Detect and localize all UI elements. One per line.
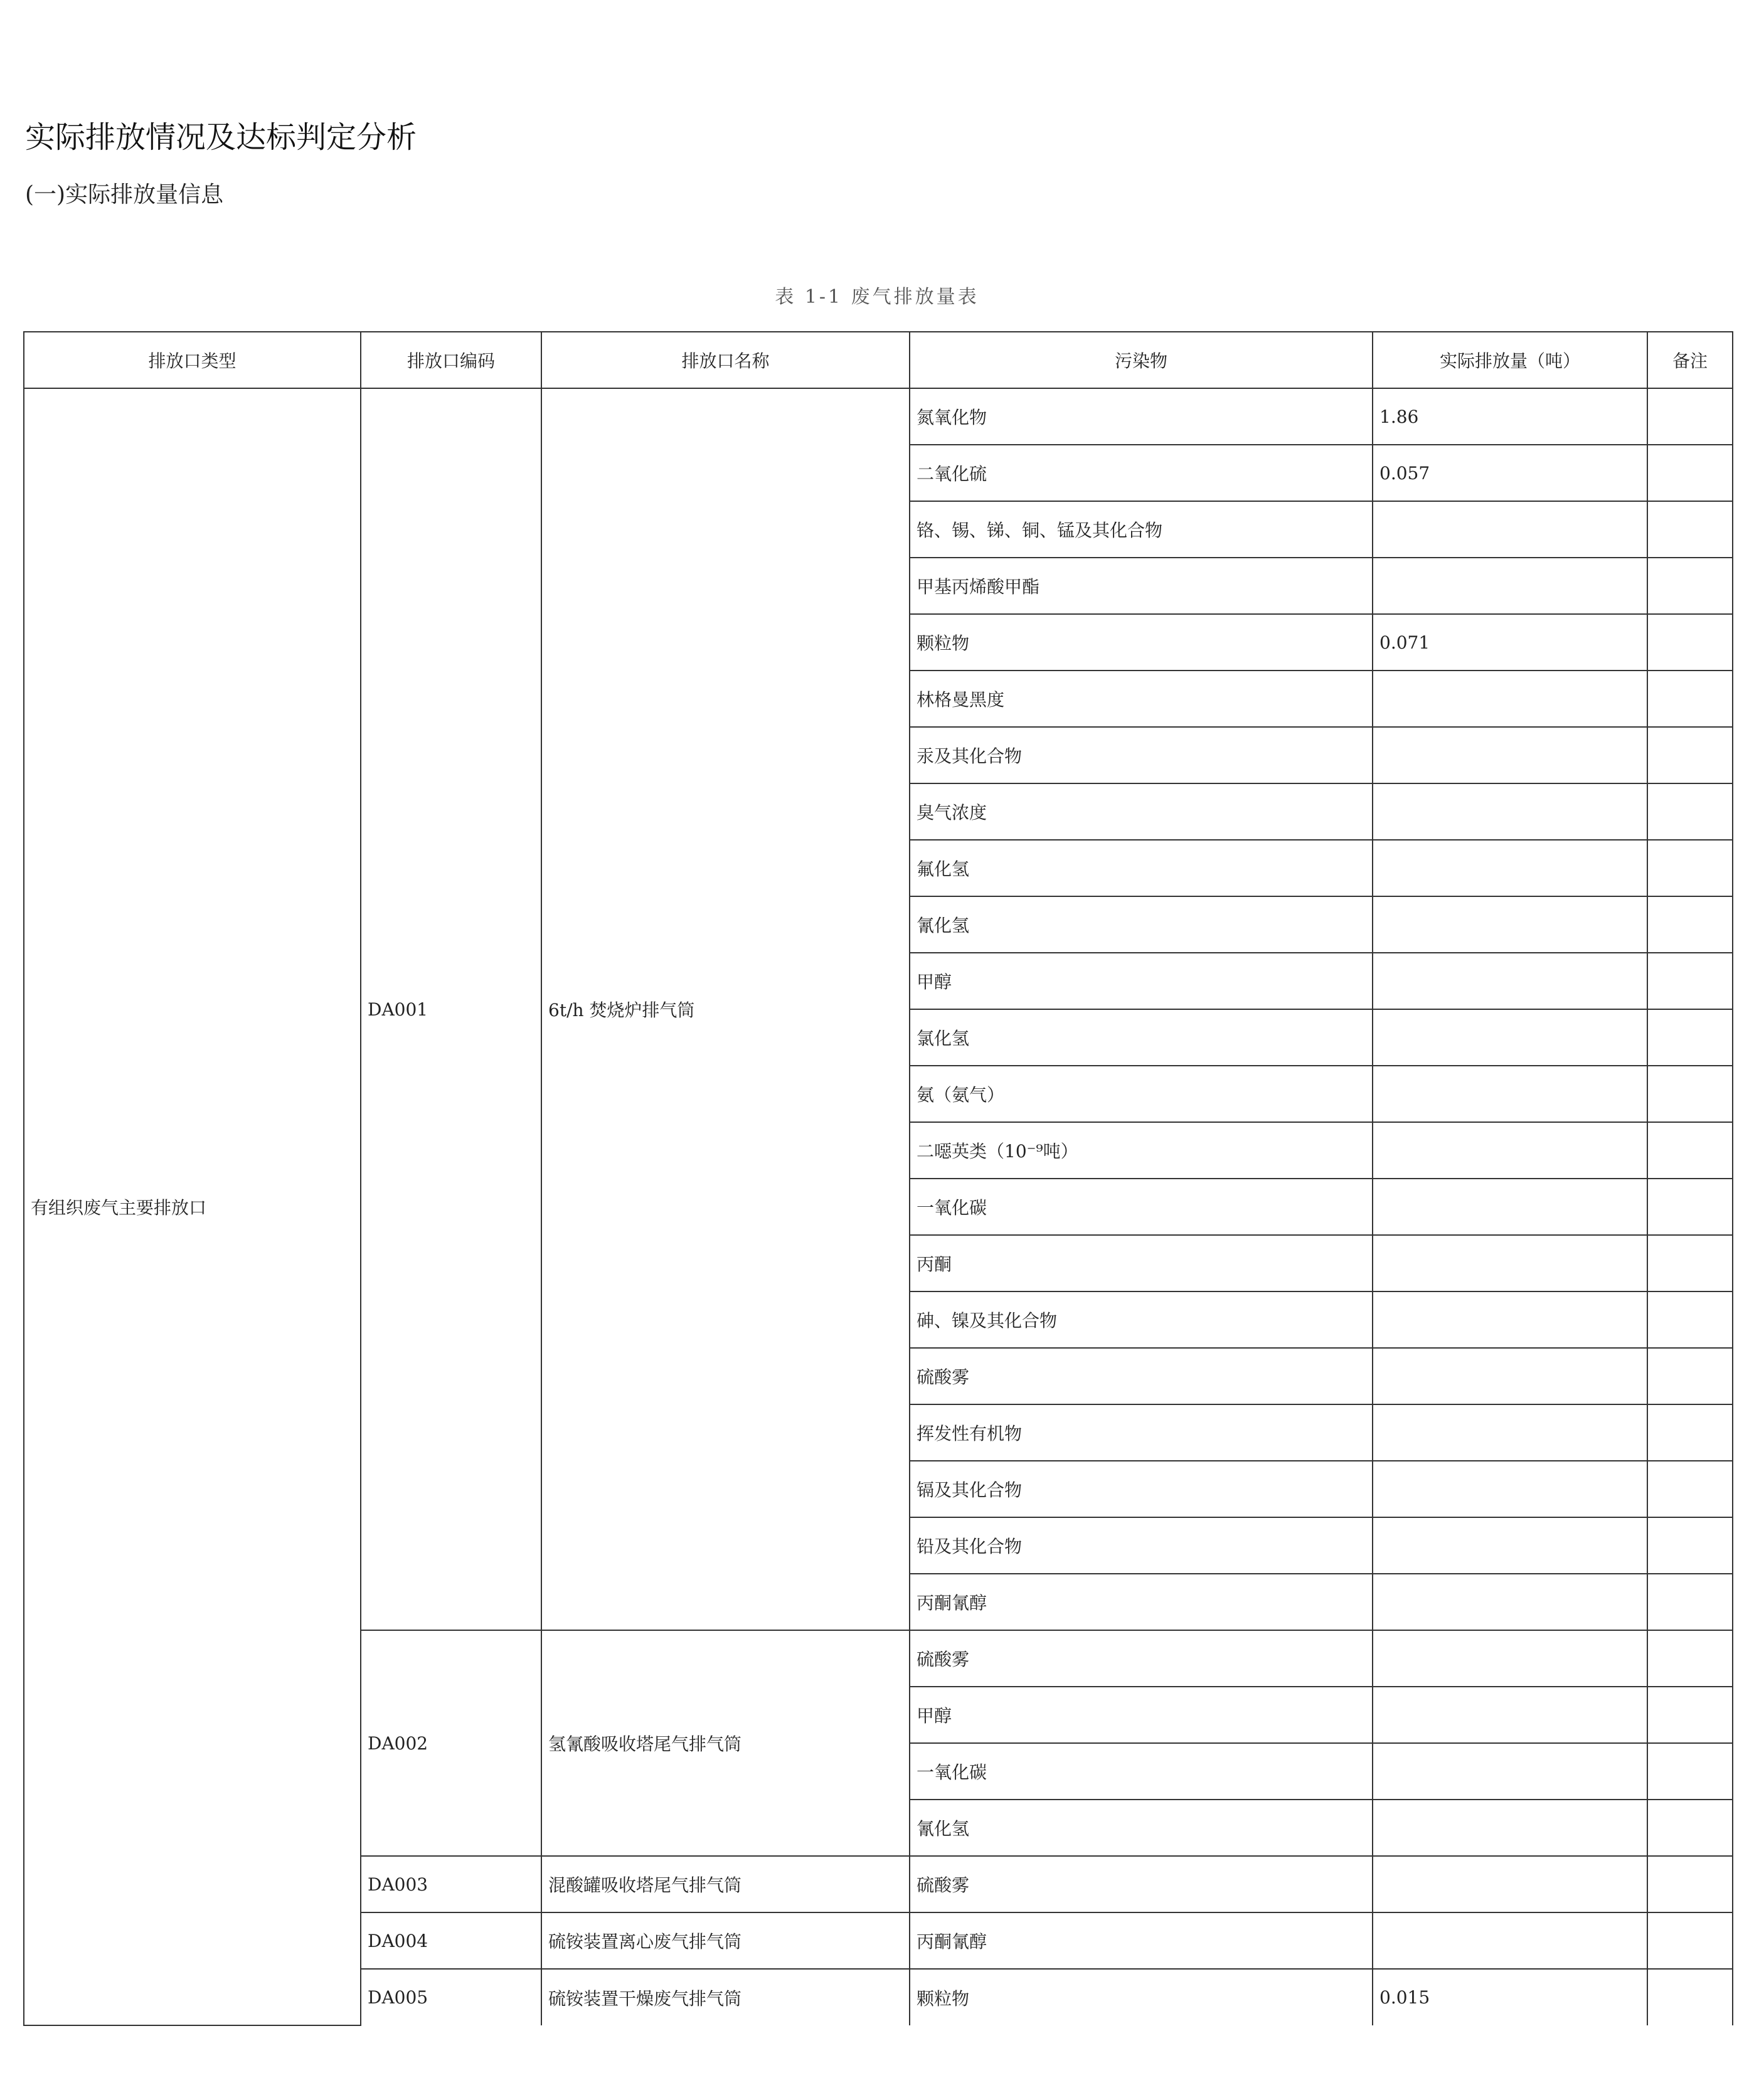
cell-remark <box>1647 896 1733 953</box>
cell-remark <box>1647 558 1733 614</box>
cell-outlet-name: 混酸罐吸收塔尾气排气筒 <box>541 1856 910 1912</box>
cell-pollutant: 氨（氨气） <box>910 1066 1373 1122</box>
cell-remark <box>1647 1179 1733 1235</box>
cell-emission-amount <box>1373 501 1647 558</box>
cell-emission-amount <box>1373 1856 1647 1912</box>
cell-emission-amount <box>1373 1517 1647 1574</box>
cell-emission-amount <box>1373 1009 1647 1066</box>
cell-pollutant: 铅及其化合物 <box>910 1517 1373 1574</box>
cell-pollutant: 硫酸雾 <box>910 1856 1373 1912</box>
cell-emission-amount <box>1373 1743 1647 1800</box>
cell-remark <box>1647 1912 1733 1969</box>
table-header-row <box>24 332 1733 388</box>
cell-emission-amount: 0.015 <box>1373 1969 1647 2025</box>
cell-pollutant: 臭气浓度 <box>910 783 1373 840</box>
cell-pollutant: 硫酸雾 <box>910 1630 1373 1687</box>
cell-outlet-code: DA005 <box>361 1969 541 2025</box>
cell-outlet-code: DA003 <box>361 1856 541 1912</box>
cell-emission-amount <box>1373 1348 1647 1404</box>
cell-emission-amount <box>1373 1574 1647 1630</box>
cell-remark <box>1647 1743 1733 1800</box>
cell-remark <box>1647 1574 1733 1630</box>
cell-pollutant: 甲醇 <box>910 953 1373 1009</box>
cell-remark <box>1647 671 1733 727</box>
cell-emission-amount <box>1373 1687 1647 1743</box>
cell-remark <box>1647 953 1733 1009</box>
cell-remark <box>1647 501 1733 558</box>
cell-pollutant: 林格曼黑度 <box>910 671 1373 727</box>
cell-pollutant: 氮氧化物 <box>910 388 1373 445</box>
cell-remark <box>1647 445 1733 501</box>
cell-pollutant: 甲醇 <box>910 1687 1373 1743</box>
cell-emission-amount <box>1373 1179 1647 1235</box>
cell-emission-amount <box>1373 953 1647 1009</box>
cell-remark <box>1647 1517 1733 1574</box>
table-row <box>24 388 1733 445</box>
cell-pollutant: 氰化氢 <box>910 1800 1373 1856</box>
cell-remark <box>1647 840 1733 896</box>
cell-pollutant: 二氧化硫 <box>910 445 1373 501</box>
cell-emission-amount <box>1373 1630 1647 1687</box>
cell-outlet-code: DA002 <box>361 1630 541 1856</box>
cell-outlet-name: 6t/h 焚烧炉排气筒 <box>541 388 910 1630</box>
cell-pollutant: 硫酸雾 <box>910 1348 1373 1404</box>
cell-outlet-name: 硫铵装置离心废气排气筒 <box>541 1912 910 1969</box>
cell-pollutant: 二噁英类（10⁻⁹吨） <box>910 1122 1373 1179</box>
cell-remark <box>1647 1066 1733 1122</box>
header-pollutant: 污染物 <box>910 332 1373 388</box>
cell-emission-amount <box>1373 671 1647 727</box>
header-outlet-code: 排放口编码 <box>361 332 541 388</box>
cell-outlet-name: 氢氰酸吸收塔尾气排气筒 <box>541 1630 910 1856</box>
cell-outlet-type: 有组织废气主要排放口 <box>24 388 361 2025</box>
cell-remark <box>1647 1461 1733 1517</box>
emissions-table <box>23 331 1733 2026</box>
cell-emission-amount <box>1373 1800 1647 1856</box>
cell-remark <box>1647 1687 1733 1743</box>
cell-emission-amount <box>1373 1291 1647 1348</box>
cell-remark <box>1647 1009 1733 1066</box>
cell-emission-amount <box>1373 727 1647 783</box>
cell-remark <box>1647 1630 1733 1687</box>
cell-pollutant: 氟化氢 <box>910 840 1373 896</box>
cell-pollutant: 丙酮 <box>910 1235 1373 1291</box>
cell-remark <box>1647 1856 1733 1912</box>
cell-pollutant: 挥发性有机物 <box>910 1404 1373 1461</box>
cell-emission-amount <box>1373 896 1647 953</box>
cell-emission-amount <box>1373 558 1647 614</box>
cell-remark <box>1647 1348 1733 1404</box>
cell-remark <box>1647 1122 1733 1179</box>
cell-emission-amount <box>1373 1461 1647 1517</box>
header-remarks: 备注 <box>1647 332 1733 388</box>
cell-pollutant: 甲基丙烯酸甲酯 <box>910 558 1373 614</box>
header-actual-emission: 实际排放量（吨） <box>1373 332 1647 388</box>
table-body <box>24 388 1733 2025</box>
cell-outlet-code: DA004 <box>361 1912 541 1969</box>
cell-pollutant: 一氧化碳 <box>910 1179 1373 1235</box>
cell-remark <box>1647 388 1733 445</box>
cell-emission-amount <box>1373 783 1647 840</box>
cell-remark <box>1647 727 1733 783</box>
cell-emission-amount <box>1373 1066 1647 1122</box>
cell-outlet-code: DA001 <box>361 388 541 1630</box>
cell-emission-amount <box>1373 840 1647 896</box>
table-caption: 表 1-1 废气排放量表 <box>775 286 979 308</box>
cell-remark <box>1647 1404 1733 1461</box>
section-title: (一)实际排放量信息 <box>25 182 224 208</box>
cell-pollutant: 颗粒物 <box>910 1969 1373 2025</box>
cell-emission-amount <box>1373 1122 1647 1179</box>
cell-emission-amount: 0.071 <box>1373 614 1647 671</box>
cell-pollutant: 丙酮氰醇 <box>910 1912 1373 1969</box>
cell-remark <box>1647 1800 1733 1856</box>
cell-pollutant: 砷、镍及其化合物 <box>910 1291 1373 1348</box>
cell-emission-amount: 0.057 <box>1373 445 1647 501</box>
cell-pollutant: 汞及其化合物 <box>910 727 1373 783</box>
cell-remark <box>1647 1235 1733 1291</box>
page-title: 实际排放情况及达标判定分析 <box>25 120 417 155</box>
cell-pollutant: 颗粒物 <box>910 614 1373 671</box>
cell-pollutant: 丙酮氰醇 <box>910 1574 1373 1630</box>
cell-emission-amount <box>1373 1404 1647 1461</box>
cell-remark <box>1647 783 1733 840</box>
cell-remark <box>1647 1969 1733 2025</box>
cell-pollutant: 镉及其化合物 <box>910 1461 1373 1517</box>
cell-emission-amount <box>1373 1912 1647 1969</box>
cell-emission-amount <box>1373 1235 1647 1291</box>
header-outlet-type: 排放口类型 <box>24 332 361 388</box>
cell-emission-amount: 1.86 <box>1373 388 1647 445</box>
cell-remark <box>1647 614 1733 671</box>
cell-pollutant: 氯化氢 <box>910 1009 1373 1066</box>
cell-outlet-name: 硫铵装置干燥废气排气筒 <box>541 1969 910 2025</box>
cell-remark <box>1647 1291 1733 1348</box>
cell-pollutant: 一氧化碳 <box>910 1743 1373 1800</box>
cell-pollutant: 氰化氢 <box>910 896 1373 953</box>
cell-pollutant: 铬、锡、锑、铜、锰及其化合物 <box>910 501 1373 558</box>
header-outlet-name: 排放口名称 <box>541 332 910 388</box>
